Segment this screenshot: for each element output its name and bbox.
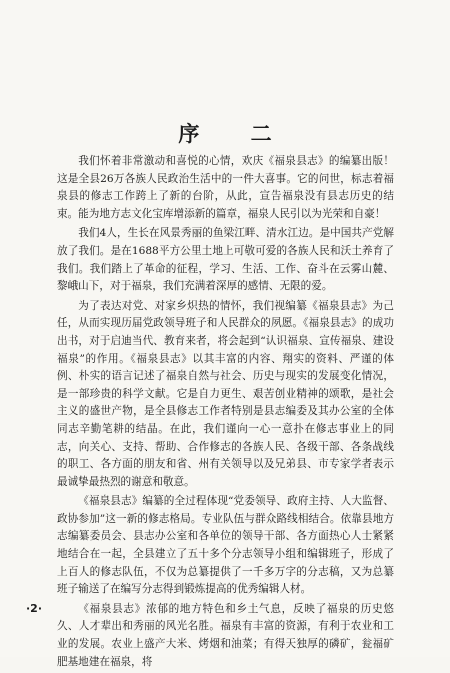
page-number: ·2· (26, 602, 43, 615)
paragraph-3: 为了表达对党、对家乡炽热的情怀，我们视编纂《福泉县志》为己任，从而实现历届党政领导班子和人民群众的夙愿。《福泉县志》的成功出书，对于启迪当代、教育来者，将会起到“认识福泉、宣传福泉、建设福泉”的作用。《福泉县志》以其丰富的内容、翔实的资料、严谨的体例、朴实的语言记述了福泉自然与社会、历史与现实的发展变化情况，是一部珍贵的科学文献。它是自力更生、艰苦创业精神的颂歌，是社会主义的盛世产物，是全县修志工作者特别是县志编委及其办公室的全体同志辛勤笔耕的结晶。在此，我们谨向一心一意扑在修志事业上的同志，向关心、支持、帮助、合作修志的各族人民、各级干部、各条战线的职工、各方面的朋友和省、州有关领导以及兄弟县、市专家学者表示最诚挚最热烈的谢意和敬意。 (57, 299, 394, 488)
paragraph-4: 《福泉县志》编纂的全过程体现“党委领导、政府主持、人大监督、政协参加”这一新的修志格局。专业队伍与群众路线相结合。依靠县地方志编纂委员会、县志办公室和各单位的领导干部、各方面热心人士紧紧地结合在一起，全县建立了五十多个分志领导小组和编辑班子，形成了上百人的修志队伍，不仅为总纂提供了一千多万字的分志稿，又为总纂班子输送了在编写分志得到锻炼提高的优秀编辑人材。 (57, 495, 394, 596)
paragraph-1: 我们怀着非常激动和喜悦的心情，欢庆《福泉县志》的编纂出版！这是全县26万各族人民政治生活中的一件大喜事。它的问世，标志着福泉县的修志工作跨上了新的台阶，从此，宣告福泉没有县志历史的结束。能为地方志文化宝库增添新的篇章，福泉人民引以为光荣和自豪！ (57, 155, 394, 220)
document-body (57, 153, 394, 673)
paragraph-5: 《福泉县志》浓郁的地方特色和乡土气息，反映了福泉的历史悠久、人才辈出和秀丽的风光名胜。福泉有丰富的资源，有利于农业和工业的发展。农业上盛产大米、烤烟和油菜；有得天独厚的磷矿，瓮福矿肥基地建在福泉，将 (57, 602, 394, 668)
page-title: 序 二 (178, 121, 294, 146)
paragraph-2: 我们4人，生长在风景秀丽的鱼梁江畔、清水江边。是中国共产党解放了我们。是在1688平方公里土地上可敬可爱的各族人民和沃土养育了我们。我们踏上了革命的征程，学习、生活、工作、奋斗在云雾山麓、黎峨山下，对于福泉，我们充满着深厚的感情、无限的爱。 (57, 227, 394, 293)
